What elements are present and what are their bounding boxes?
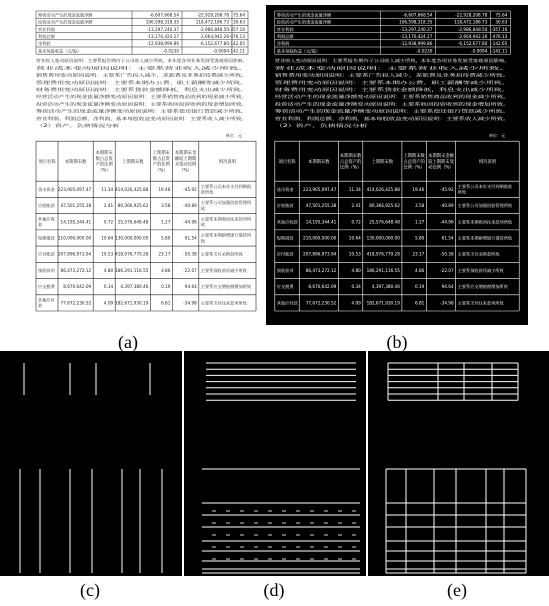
table-cell: 主要系本期新增银行借款所致 bbox=[200, 232, 252, 244]
caption-d: (d) bbox=[263, 580, 285, 600]
paragraph-line: 筹资活动产生的现金流量净额变动原因说明：主要系偿还银行贷款减少所致。 bbox=[274, 108, 414, 114]
table-cell: 1.27 bbox=[414, 219, 425, 225]
table-cell: 414,026,425.88 bbox=[366, 186, 400, 192]
paragraph-line: 销售费用变动原因说明：主要系广告投入减少，差旅费及业务招待费减少所致。 bbox=[36, 72, 180, 78]
table-cell: 77,672,230.52 bbox=[60, 300, 92, 306]
table-cell: 86,473,272.12 bbox=[60, 267, 92, 273]
panel-e-table-grid bbox=[368, 351, 549, 576]
table-cell: 主要系应交增值税增加所致 bbox=[200, 284, 252, 290]
table-header-cell: 上期期末数占总资产的比例（%） bbox=[152, 151, 170, 174]
paragraph-line: 财务费用变动原因说明：主要系贷款金额降低，利息支出减少所致。 bbox=[274, 87, 398, 92]
table-cell: 其他应收款 bbox=[276, 219, 298, 225]
table-header-cell: 项目名称 bbox=[38, 159, 56, 165]
paragraph-line: （2）资产、负债情况分析 bbox=[36, 123, 84, 128]
top-row-label: 基本每股收益（元/股） bbox=[276, 48, 321, 54]
top-row-value: -142.65 bbox=[228, 41, 245, 47]
mask-background bbox=[0, 351, 182, 576]
top-row-value: -0.0094 bbox=[471, 48, 488, 54]
table-cell: 应交税费 bbox=[276, 284, 294, 290]
table-cell: -22.07 bbox=[440, 267, 454, 273]
table-cell: 主要系支付往来款项所致 bbox=[200, 300, 247, 306]
caption-b: (b) bbox=[386, 332, 408, 352]
table-cell: 预收款项 bbox=[38, 267, 55, 273]
table-cell: 4,397,380.46 bbox=[120, 284, 149, 290]
table-cell: 10.64 bbox=[348, 235, 361, 241]
top-row-value: -2,664,942.26 bbox=[199, 34, 229, 39]
table-cell: 80,366,925.62 bbox=[369, 203, 400, 209]
table-cell: 414,026,425.88 bbox=[115, 186, 149, 192]
top-row-value: 30.63 bbox=[233, 19, 245, 25]
table-cell: 14,195,344.41 bbox=[305, 219, 337, 225]
top-row-value: -142.65 bbox=[491, 41, 508, 47]
table-cell: 80,366,925.62 bbox=[117, 203, 149, 209]
table-cell: 主要系公司加强回款管理所致 bbox=[457, 203, 513, 209]
table-cell: 23.17 bbox=[158, 251, 171, 257]
top-row-value: -476.13 bbox=[228, 34, 245, 39]
paragraph-line: 营业利润、利润总额、净利润、基本每股收益变动原因说明：主要系收入减少所致。 bbox=[274, 115, 427, 121]
table-cell: 应收账款 bbox=[38, 203, 55, 209]
table-cell: 182,671,930.19 bbox=[366, 300, 400, 306]
table-cell: 4.80 bbox=[351, 267, 361, 273]
top-row-value: -12,938,999.86 bbox=[400, 41, 433, 47]
paragraph-line: 管理费用变动原因说明：主要系本期办公费、职工薪酬等减少所致。 bbox=[274, 79, 398, 85]
table-cell: 210,000,000.00 bbox=[303, 235, 337, 241]
table-cell: 主要系公司本年支付到期借款所致 bbox=[457, 184, 513, 195]
caption-e: (e) bbox=[447, 580, 467, 600]
table-cell: 10.53 bbox=[348, 251, 361, 257]
top-row-value: -0.0230 bbox=[162, 48, 179, 54]
top-row-value: -142.11 bbox=[491, 48, 508, 54]
top-row-label: 投资活动产生的现金流量净额 bbox=[276, 19, 332, 25]
table-cell: 0.19 bbox=[161, 284, 171, 290]
table-cell: 25,576,648.48 bbox=[369, 219, 400, 225]
table-cell: 10.53 bbox=[101, 251, 114, 257]
paragraph-line: 营业收入变动原因说明：主要系报告期内子公司收入减少所致，本年度各项业务发展受客观原因影响。 bbox=[36, 58, 221, 64]
top-row-label: 筹资活动产生的现金流量净额 bbox=[276, 12, 332, 18]
paragraph-line: 营业收入变动原因说明：主要系报告期内子公司收入减少所致，本年度各项业务发展受客观原因影响。 bbox=[274, 58, 460, 64]
table-cell: 应付账款 bbox=[276, 251, 294, 257]
unit-label: 单位：元 bbox=[225, 133, 242, 139]
paragraph-line: 财务费用变动原因说明：主要系贷款金额降低，利息支出减少所致。 bbox=[36, 87, 159, 92]
unit-label: 单位：元 bbox=[488, 133, 506, 139]
table-header-cell: 情况说明 bbox=[218, 159, 236, 165]
table-cell: 86,473,272.12 bbox=[305, 267, 337, 273]
table-header-cell: 上期期末数 bbox=[122, 159, 144, 165]
top-row-value: -22,928,208.78 bbox=[455, 12, 488, 18]
top-row-value: -2,986,848.50 bbox=[457, 26, 488, 32]
top-row-value: -2,664,942.26 bbox=[457, 34, 488, 39]
top-row-value: 118,472,186.73 bbox=[454, 19, 488, 25]
top-row-value: -142.11 bbox=[228, 48, 245, 54]
table-header-cell: 本期期末金额较上期期末变动比例（%） bbox=[174, 151, 197, 174]
panel-c-svg bbox=[0, 351, 182, 576]
top-row-label: 净利润 bbox=[38, 41, 51, 47]
table-cell: 短期借款 bbox=[276, 235, 294, 241]
table-cell: 4.09 bbox=[351, 300, 361, 306]
table-cell: -50.38 bbox=[440, 251, 454, 257]
table-cell: 186,291,116.55 bbox=[115, 267, 149, 273]
top-row-value: -357.16 bbox=[491, 26, 508, 32]
paragraph-line: （2）资产、负债情况分析 bbox=[274, 123, 323, 128]
table-cell: 主要系预收款项减少所致 bbox=[200, 267, 247, 273]
table-cell: 207,896,973.94 bbox=[57, 251, 92, 257]
panel-e-svg bbox=[368, 351, 549, 576]
table-header-cell: 本期期末数占总资产的比例（%） bbox=[95, 151, 113, 174]
table-cell: 47,501,255.38 bbox=[305, 203, 337, 209]
top-row-label: 筹资活动产生的现金流量净额 bbox=[38, 12, 93, 18]
table-cell: 2.41 bbox=[103, 203, 114, 209]
table-cell: 223,905,097.47 bbox=[303, 186, 337, 192]
top-row-value: -13,170,424.27 bbox=[400, 34, 433, 39]
table-cell: 短期借款 bbox=[38, 235, 55, 241]
table-cell: 182,671,930.19 bbox=[115, 300, 149, 306]
top-row-value: -22,928,208.78 bbox=[196, 12, 229, 18]
table-cell: 应付账款 bbox=[38, 251, 55, 257]
top-row-value: 75.64 bbox=[233, 12, 245, 18]
panel-d-svg bbox=[184, 351, 366, 576]
table-cell: 0.19 bbox=[414, 284, 425, 290]
table-cell: 207,896,973.94 bbox=[303, 251, 337, 257]
paragraph-line: 销售费用变动原因说明：主要系广告投入减少，差旅费及业务招待费减少所致。 bbox=[274, 72, 419, 78]
paragraph-line: 投资活动产生的现金流量净额变动原因说明：主要系收回投资收到的现金增加所致。 bbox=[36, 101, 188, 107]
table-cell: 主要系本期新增银行借款所致 bbox=[457, 235, 513, 241]
table-cell: 223,905,097.47 bbox=[57, 186, 92, 192]
panel-b-inverted-document bbox=[266, 5, 528, 325]
table-cell: 预收款项 bbox=[276, 267, 294, 273]
top-row-value: -2,986,848.50 bbox=[199, 26, 229, 32]
table-cell: 主要系支付采购款所致 bbox=[200, 251, 243, 257]
table-cell: -40.89 bbox=[183, 203, 197, 209]
caption-a: (a) bbox=[118, 332, 138, 352]
top-row-value: 75.64 bbox=[495, 12, 508, 18]
table-header-cell: 本期期末数 bbox=[308, 159, 330, 165]
table-cell: 47,501,255.38 bbox=[60, 203, 92, 209]
table-cell: -34.98 bbox=[183, 300, 197, 306]
table-header-cell: 本期期末数占总资产的比例（%） bbox=[339, 154, 362, 171]
top-row-label: 利润总额 bbox=[276, 34, 294, 39]
table-cell: 5.80 bbox=[414, 235, 425, 241]
table-cell: -50.38 bbox=[183, 251, 197, 257]
top-row-value: -6,607,668.54 bbox=[402, 12, 433, 18]
panel-a-svg bbox=[28, 5, 264, 325]
top-row-value: 106,598,318.35 bbox=[145, 19, 179, 25]
table-cell: 0.72 bbox=[103, 219, 114, 225]
top-row-value: -13,297,240.37 bbox=[146, 26, 179, 32]
table-header-cell: 情况说明 bbox=[478, 159, 497, 165]
table-cell: 210,000,000.00 bbox=[57, 235, 92, 241]
table-cell: -44.96 bbox=[440, 219, 454, 225]
table-cell: 0.72 bbox=[351, 219, 361, 225]
mask-background bbox=[368, 351, 549, 576]
table-cell: 23.17 bbox=[412, 251, 425, 257]
table-cell: 8,670,642.09 bbox=[63, 284, 92, 290]
paragraph-line: 经营活动产生的现金流量净额变动原因说明：主要系销售商品收到的现金减少所致。 bbox=[274, 94, 427, 100]
top-row-value: -0.0230 bbox=[416, 48, 433, 54]
table-cell: 应收账款 bbox=[276, 203, 294, 209]
top-row-value: -12,938,999.86 bbox=[146, 41, 179, 47]
table-cell: -22.07 bbox=[183, 267, 197, 273]
table-cell: 186,291,116.55 bbox=[366, 267, 400, 273]
table-cell: 4.86 bbox=[161, 267, 171, 273]
top-row-label: 营业利润 bbox=[276, 26, 294, 32]
table-header-cell: 本期期末金额较上期期末变动比例（%） bbox=[428, 154, 454, 171]
panel-c-vertical-lines bbox=[0, 351, 182, 576]
table-cell: 4,397,380.46 bbox=[371, 284, 400, 290]
table-cell: 10.64 bbox=[101, 235, 114, 241]
top-row-value: 118,472,186.73 bbox=[195, 19, 229, 25]
top-row-value: -0.0094 bbox=[212, 48, 229, 54]
table-cell: 8,670,642.09 bbox=[308, 284, 337, 290]
table-cell: 6.81 bbox=[161, 300, 171, 306]
table-cell: 418,976,779.28 bbox=[115, 251, 149, 257]
table-cell: 77,672,230.52 bbox=[305, 300, 337, 306]
paragraph-line: 管理费用变动原因说明：主要系本期办公费、职工薪酬等减少所致。 bbox=[36, 79, 159, 85]
table-cell: 94.64 bbox=[441, 284, 454, 290]
top-row-value: 30.63 bbox=[495, 19, 508, 25]
panel-b-svg bbox=[266, 5, 528, 325]
top-row-label: 营业利润 bbox=[38, 26, 55, 32]
table-cell: 主要系应交增值税增加所致 bbox=[457, 284, 508, 290]
table-cell: 14,195,344.41 bbox=[60, 219, 92, 225]
table-cell: 61.54 bbox=[184, 235, 197, 241]
top-row-value: -13,297,240.37 bbox=[400, 26, 433, 32]
table-header-cell: 上期期末数占总资产的比例（%） bbox=[403, 154, 425, 171]
table-cell: 应交税费 bbox=[38, 284, 55, 290]
table-cell: 11.34 bbox=[101, 186, 114, 192]
table-cell: 0.34 bbox=[103, 284, 114, 290]
table-cell: 主要系本期收回往来款项所致 bbox=[200, 216, 252, 228]
table-cell: 货币资金 bbox=[276, 186, 294, 192]
table-cell: 130,000,000.00 bbox=[115, 235, 149, 241]
top-row-value: -6,152,677.80 bbox=[199, 41, 229, 47]
table-cell: 其他应付款 bbox=[276, 300, 298, 306]
top-row-value: -357.16 bbox=[228, 26, 245, 32]
top-row-value: -476.13 bbox=[491, 34, 508, 39]
table-cell: 4.80 bbox=[103, 267, 114, 273]
paragraph-line: 投资活动产生的现金流量净额变动原因说明：主要系收回投资收到的现金增加所致。 bbox=[274, 101, 427, 107]
table-cell: 3.58 bbox=[414, 203, 425, 209]
table-cell: -44.96 bbox=[183, 219, 197, 225]
paragraph-line: 营业成本变动原因说明：主要系营业收入减少所致。 bbox=[274, 65, 369, 71]
panel-d-horizontal-lines bbox=[184, 351, 366, 576]
table-cell: 130,000,000.00 bbox=[366, 235, 400, 241]
table-cell: -40.89 bbox=[440, 203, 454, 209]
table-cell: 主要系预收款项减少所致 bbox=[457, 267, 504, 273]
table-cell: -45.92 bbox=[183, 186, 197, 192]
table-cell: 3.58 bbox=[161, 203, 171, 209]
top-row-value: 106,598,318.35 bbox=[399, 19, 433, 25]
table-cell: 其他应收款 bbox=[38, 216, 55, 228]
table-cell: 5.80 bbox=[161, 235, 171, 241]
table-cell: 0.34 bbox=[351, 284, 361, 290]
table-cell: 61.54 bbox=[441, 235, 454, 241]
table-cell: 11.34 bbox=[348, 186, 361, 192]
table-cell: -34.98 bbox=[440, 300, 454, 306]
table-cell: 1.27 bbox=[161, 219, 171, 225]
paragraph-line: 筹资活动产生的现金流量净额变动原因说明：主要系偿还银行贷款减少所致。 bbox=[36, 108, 176, 114]
top-row-label: 利润总额 bbox=[38, 34, 55, 39]
table-cell: 货币资金 bbox=[38, 186, 55, 192]
paragraph-line: 经营活动产生的现金流量净额变动原因说明：主要系销售商品收到的现金减少所致。 bbox=[36, 94, 188, 100]
table-cell: 主要系本期收回往来款项所致 bbox=[457, 219, 513, 225]
table-cell: 主要系支付往来款项所致 bbox=[457, 300, 504, 306]
top-row-value: -13,170,424.27 bbox=[146, 34, 179, 39]
top-row-value: -6,607,668.54 bbox=[149, 12, 179, 18]
panel-a-document bbox=[28, 5, 264, 325]
table-cell: 19.46 bbox=[412, 186, 425, 192]
caption-c: (c) bbox=[80, 580, 100, 600]
table-header-cell: 本期期末数 bbox=[64, 159, 87, 165]
table-cell: 6.81 bbox=[414, 300, 425, 306]
table-cell: -45.92 bbox=[440, 186, 454, 192]
table-cell: 4.09 bbox=[103, 300, 114, 306]
top-row-label: 投资活动产生的现金流量净额 bbox=[38, 19, 93, 25]
paragraph-line: 营业成本变动原因说明：主要系营业收入减少所致。 bbox=[36, 65, 131, 71]
table-cell: 94.64 bbox=[184, 284, 197, 290]
table-cell: 主要系公司本年支付到期借款所致 bbox=[200, 184, 252, 195]
table-header-cell: 上期期末数 bbox=[371, 159, 394, 165]
table-cell: 19.46 bbox=[158, 186, 171, 192]
top-row-label: 基本每股收益（元/股） bbox=[38, 48, 82, 54]
table-cell: 主要系支付采购款所致 bbox=[457, 251, 500, 257]
top-row-label: 净利润 bbox=[276, 41, 290, 47]
table-cell: 其他应付款 bbox=[38, 297, 55, 309]
top-row-value: -6,152,677.80 bbox=[457, 41, 488, 47]
table-header-cell: 项目名称 bbox=[278, 159, 296, 165]
table-cell: 主要系公司加强回款管理所致 bbox=[200, 200, 252, 211]
table-cell: 2.41 bbox=[351, 203, 361, 209]
table-cell: 25,576,648.48 bbox=[117, 219, 149, 225]
table-cell: 4.86 bbox=[414, 267, 425, 273]
mask-background bbox=[184, 351, 366, 576]
paragraph-line: 营业利润、利润总额、净利润、基本每股收益变动原因说明：主要系收入减少所致。 bbox=[36, 115, 188, 121]
table-cell: 418,976,779.28 bbox=[366, 251, 400, 257]
